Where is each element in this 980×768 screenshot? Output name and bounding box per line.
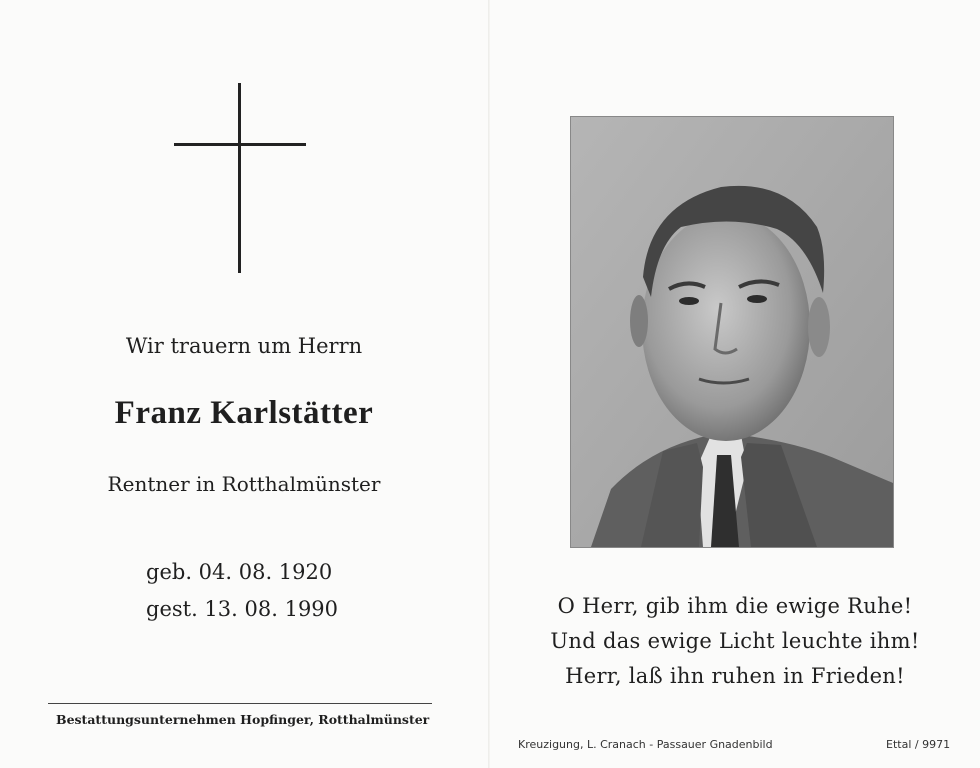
prayer-line: Herr, laß ihn ruhen in Frieden! [565, 664, 905, 688]
print-code: Ettal / 9971 [886, 738, 951, 751]
undertaker-text: Bestattungsunternehmen Hopfinger, Rotthalmünster [56, 712, 430, 727]
prayer-line: O Herr, gib ihm die ewige Ruhe! [557, 594, 913, 618]
portrait-photo [570, 116, 894, 548]
deceased-name: Franz Karlstätter [114, 395, 374, 431]
right-panel [490, 0, 980, 768]
death-date: gest. 13. 08. 1990 [146, 597, 339, 621]
left-panel [0, 0, 488, 768]
divider-line [48, 703, 432, 704]
intro-text: Wir trauern um Herrn [125, 334, 363, 358]
occupation-text: Rentner in Rotthalmünster [107, 472, 381, 496]
birth-date: geb. 04. 08. 1920 [146, 560, 333, 584]
cross-icon [174, 83, 306, 275]
image-caption: Kreuzigung, L. Cranach - Passauer Gnadenbild [518, 738, 773, 751]
prayer-line: Und das ewige Licht leuchte ihm! [550, 629, 920, 653]
